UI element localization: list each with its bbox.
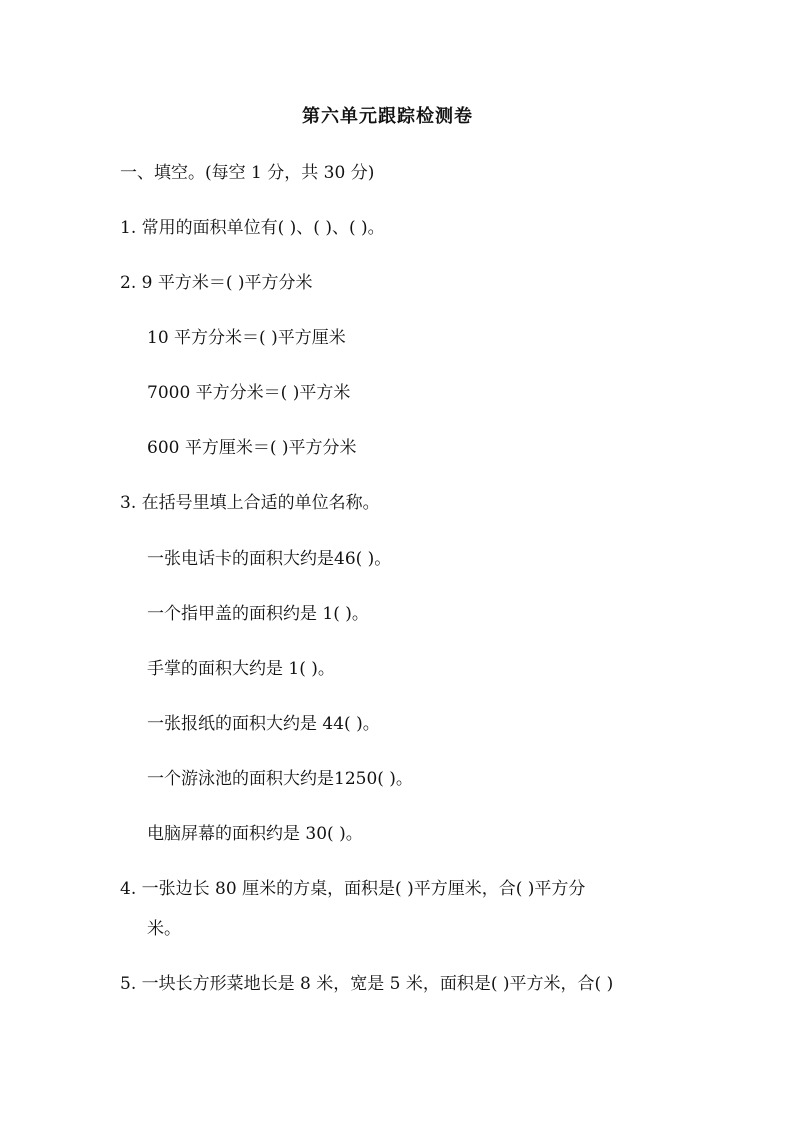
question-2-line-2: 10 平方分米＝( )平方厘米 [147, 328, 346, 348]
question-4-line-1: 4. 一张边长 80 厘米的方桌，面积是( )平方厘米，合( )平方分 [120, 879, 586, 899]
question-5: 5. 一块长方形菜地长是 8 米，宽是 5 米，面积是( )平方米，合( ) [120, 974, 614, 994]
question-2-line-1: 2. 9 平方米＝( )平方分米 [120, 273, 313, 293]
question-3-heading: 3. 在括号里填上合适的单位名称。 [120, 493, 380, 513]
question-2-line-4: 600 平方厘米＝( )平方分米 [147, 438, 357, 458]
question-3-item: 一张电话卡的面积大约是46( )。 [147, 549, 392, 569]
page-title: 第六单元跟踪检测卷 [302, 106, 473, 127]
question-3-item: 电脑屏幕的面积约是 30( )。 [147, 824, 363, 844]
question-4-line-2: 米。 [147, 919, 181, 939]
question-2-line-3: 7000 平方分米＝( )平方米 [147, 383, 351, 403]
question-3-item: 一张报纸的面积大约是 44( )。 [147, 714, 380, 734]
question-3-item: 手掌的面积大约是 1( )。 [147, 659, 335, 679]
question-1: 1. 常用的面积单位有( )、( )、( )。 [120, 218, 385, 238]
section-heading: 一、填空。(每空 1 分，共 30 分) [120, 163, 375, 183]
question-3-item: 一个指甲盖的面积约是 1( )。 [147, 604, 369, 624]
question-3-item: 一个游泳池的面积大约是1250( )。 [147, 769, 413, 789]
